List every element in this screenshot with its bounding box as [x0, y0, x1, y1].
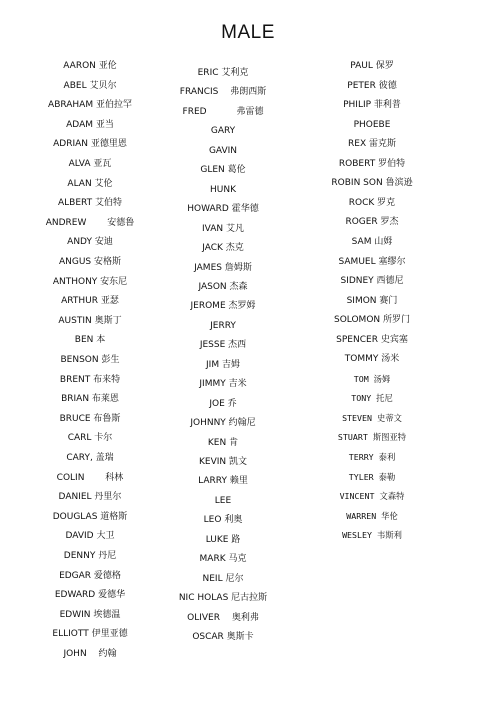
name-entry: HOWARD 霍华德	[187, 204, 259, 215]
name-entry: JIM 吉姆	[206, 359, 240, 370]
name-entry: JOE 乔	[209, 398, 237, 409]
name-entry: MARK 马克	[199, 554, 247, 565]
name-entry: NEIL 尼尔	[202, 573, 244, 584]
name-entry: FRED 弗雷德	[182, 106, 264, 117]
name-entry: ROBIN SON 鲁滨逊	[331, 178, 413, 189]
name-entry: ANGUS 安格斯	[58, 257, 122, 267]
name-entry: ADAM 亚当	[66, 119, 114, 130]
name-entry: SIMON 赛门	[346, 295, 398, 306]
name-entry: TONY 托尼	[351, 393, 393, 404]
name-entry: JAMES 詹姆斯	[194, 262, 252, 273]
name-entry: KEN 肯	[207, 437, 239, 448]
name-entry: ABRAHAM 亚伯拉罕	[48, 100, 132, 111]
name-entry: WESLEY 韦斯利	[342, 530, 402, 541]
name-entry: BRUCE 布鲁斯	[59, 413, 121, 424]
name-entry: SAMUEL 塞缪尔	[338, 256, 406, 267]
name-entry: ABEL 艾贝尔	[63, 80, 117, 91]
name-entry: ANDREW 安德鲁	[45, 217, 135, 228]
name-entry: TOMMY 汤米	[344, 354, 400, 365]
name-entry: BEN 本	[74, 335, 106, 346]
name-entry: SOLOMON 所罗门	[333, 315, 411, 326]
name-entry: ELLIOTT 伊里亚德	[52, 629, 128, 640]
name-entry: DAVID 大卫	[65, 531, 115, 542]
name-entry: JERRY	[210, 320, 236, 331]
name-entry: LARRY 赖里	[198, 476, 248, 487]
name-entry: PAUL 保罗	[350, 61, 394, 71]
name-entry: EDWIN 埃德温	[59, 609, 121, 620]
name-entry: IVAN 艾凡	[202, 223, 244, 234]
name-entry: BRIAN 布莱恩	[61, 394, 119, 405]
name-entry: STUART 斯图亚特	[337, 432, 407, 443]
name-entry: PHILIP 菲利普	[343, 100, 401, 111]
name-entry: ALAN 艾伦	[67, 178, 113, 189]
name-entry: PHOEBE	[353, 119, 391, 130]
name-entry: FRANCIS 弗朗西斯	[179, 87, 267, 98]
name-entry: COLIN 科林	[56, 472, 124, 483]
name-entry: GLEN 葛伦	[200, 165, 246, 176]
name-entry: DENNY 丹尼	[63, 551, 117, 561]
name-entry: SAM 山姆	[351, 236, 393, 247]
name-entry: LUKE 路	[205, 534, 241, 545]
name-entry: OSCAR 奥斯卡	[192, 632, 254, 643]
name-entry: JOHN 约翰	[63, 649, 117, 659]
name-entry: SPENCER 史宾塞	[336, 334, 408, 345]
name-entry: VINCENT 文森特	[339, 491, 405, 502]
name-entry: HUNK	[210, 184, 236, 195]
name-entry: BENSON 彭生	[60, 355, 120, 365]
name-entry: SIDNEY 西德尼	[340, 276, 404, 287]
name-entry: NIC HOLAS 尼古拉斯	[178, 593, 268, 604]
name-entry: JIMMY 吉米	[199, 379, 247, 390]
name-entry: TOM 汤姆	[353, 373, 391, 384]
name-entry: JACK 杰克	[202, 243, 244, 254]
name-entry: REX 雷克斯	[348, 139, 396, 150]
name-entry: GARY	[210, 126, 236, 137]
name-entry: PETER 彼德	[347, 80, 397, 91]
name-entry: STEVEN 史蒂文	[342, 412, 402, 423]
name-entry: ROCK 罗克	[348, 197, 396, 208]
name-entry: OLIVER 奥利弗	[187, 612, 259, 623]
name-entry: JOHNNY 约翰尼	[190, 418, 256, 429]
name-entry: ADRIAN 亚德里恩	[53, 139, 127, 150]
name-entry: GAVIN	[208, 145, 238, 156]
name-entry: DOUGLAS 道格斯	[52, 511, 128, 522]
name-entry: WARREN 华伦	[346, 510, 398, 521]
name-entry: JESSE 杰西	[199, 340, 247, 351]
name-entry: AUSTIN 奥斯丁	[58, 315, 122, 326]
name-entry: CARL 卡尔	[67, 433, 113, 444]
name-entry: EDWARD 爱德华	[54, 590, 126, 601]
name-entry: LEO 利奥	[203, 515, 243, 526]
name-entry: ANTHONY 安东尼	[52, 276, 128, 287]
name-entry: AARON 亚伦	[63, 61, 117, 71]
name-entry: JASON 杰森	[198, 281, 248, 292]
name-entry: ARTHUR 亚瑟	[61, 296, 119, 307]
name-entry: ALVA 亚瓦	[68, 159, 112, 169]
name-entry: TYLER 泰勒	[348, 471, 396, 482]
name-entry: KEVIN 凯文	[199, 457, 247, 467]
name-entry: ROBERT 罗伯特	[338, 158, 406, 169]
name-entry: ALBERT 艾伯特	[58, 198, 122, 209]
name-entry: JEROME 杰罗姆	[190, 301, 256, 312]
name-entry: BRENT 布来特	[59, 374, 121, 385]
name-entry: ERIC 艾利克	[197, 68, 249, 78]
name-entry: LEE	[214, 495, 232, 506]
name-entry: TERRY 泰利	[348, 452, 396, 462]
name-entry: ANDY 安迪	[67, 237, 113, 248]
name-entry: EDGAR 爱德格	[59, 570, 121, 581]
name-entry: ROGER 罗杰	[345, 217, 399, 228]
page-title: MALE	[221, 22, 275, 43]
name-entry: DANIEL 丹里尔	[58, 492, 122, 503]
name-entry: CARY, 盖瑞	[66, 453, 114, 463]
